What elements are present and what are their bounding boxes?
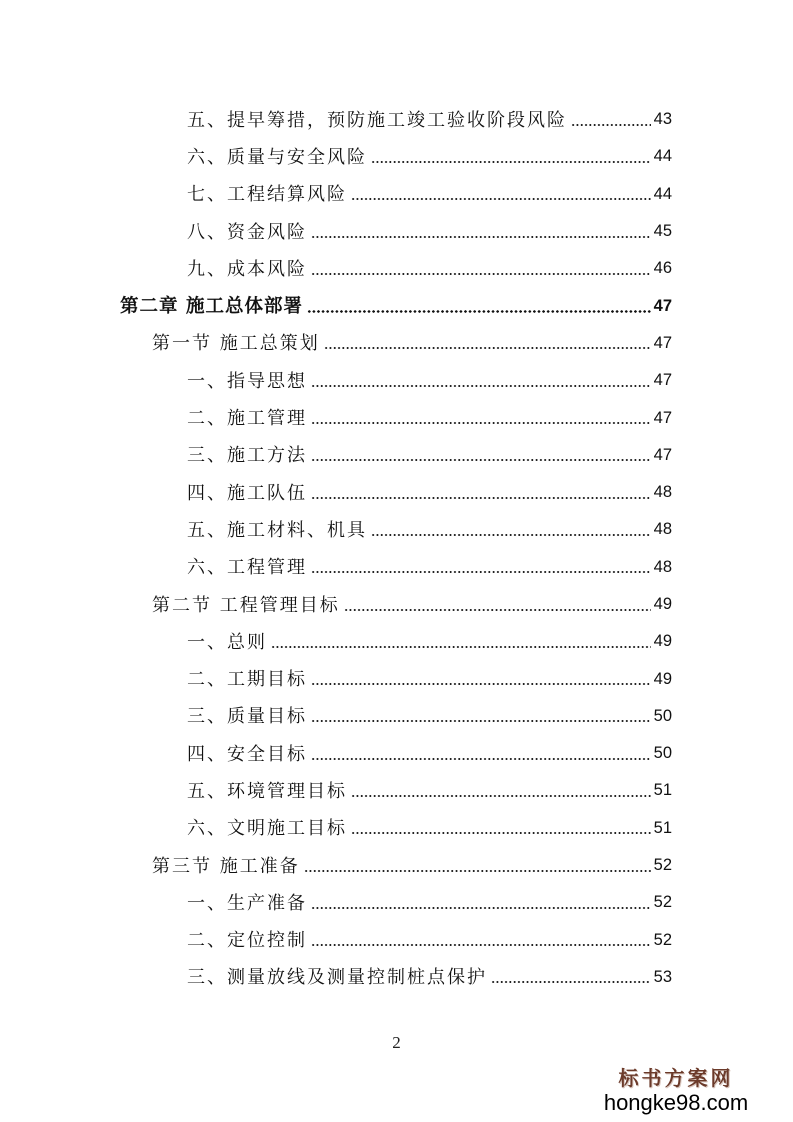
toc-dot-leader — [351, 795, 651, 797]
toc-entry-title: 二、工期目标 — [187, 669, 307, 691]
toc-entry-title: 五、环境管理目标 — [187, 780, 347, 802]
toc-entry-title: 六、文明施工目标 — [187, 818, 347, 840]
toc-dot-leader — [351, 832, 651, 834]
toc-entry-page: 47 — [653, 371, 672, 390]
toc-dot-leader — [311, 758, 651, 760]
toc-chapter-entry[interactable] — [0, 286, 793, 323]
toc-entry-page: 47 — [653, 296, 672, 315]
toc-entry-title: 六、质量与安全风险 — [187, 146, 367, 168]
toc-entry-title: 五、提早筹措，预防施工竣工验收阶段风险 — [187, 109, 567, 131]
toc-entry-page: 50 — [653, 706, 672, 725]
toc-dot-leader — [311, 683, 651, 685]
toc-subsection-entry[interactable] — [0, 100, 793, 137]
toc-entry-page: 52 — [653, 893, 672, 912]
toc-entry-title: 三、测量放线及测量控制桩点保护 — [187, 967, 487, 989]
toc-section-entry[interactable] — [0, 585, 793, 622]
toc-subsection-entry[interactable] — [0, 883, 793, 920]
toc-subsection-entry[interactable] — [0, 473, 793, 510]
toc-entry-title: 四、施工队伍 — [187, 482, 307, 504]
toc-entry-title: 九、成本风险 — [187, 258, 307, 280]
toc-dot-leader — [311, 273, 651, 275]
toc-subsection-entry[interactable] — [0, 548, 793, 585]
toc-entry-page: 47 — [653, 408, 672, 427]
toc-entry-page: 49 — [653, 669, 672, 688]
toc-subsection-entry[interactable] — [0, 212, 793, 249]
toc-dot-leader — [311, 459, 651, 461]
toc-dot-leader — [311, 720, 651, 722]
toc-dot-leader — [491, 981, 651, 983]
watermark-logo — [571, 1068, 781, 1114]
toc-subsection-entry[interactable] — [0, 659, 793, 696]
watermark-site-name: 标书方案网 — [618, 1066, 734, 1090]
toc-entry-title: 六、工程管理 — [187, 557, 307, 579]
toc-dot-leader — [311, 385, 651, 387]
toc-dot-leader — [371, 534, 651, 536]
toc-entry-page: 48 — [653, 557, 672, 576]
toc-subsection-entry[interactable] — [0, 510, 793, 547]
toc-entry-title: 第二节 工程管理目标 — [152, 594, 340, 616]
toc-entry-title: 五、施工材料、机具 — [187, 519, 367, 541]
toc-dot-leader — [571, 124, 651, 126]
table-of-contents — [0, 100, 793, 995]
toc-dot-leader — [311, 571, 651, 573]
toc-entry-page: 45 — [653, 222, 672, 241]
toc-entry-page: 52 — [653, 856, 672, 875]
toc-entry-title: 一、总则 — [187, 631, 267, 653]
toc-entry-page: 49 — [653, 632, 672, 651]
toc-entry-page: 52 — [653, 930, 672, 949]
toc-subsection-entry[interactable] — [0, 175, 793, 212]
toc-entry-page: 44 — [653, 184, 672, 203]
toc-subsection-entry[interactable] — [0, 958, 793, 995]
toc-entry-title: 第一节 施工总策划 — [152, 333, 320, 355]
toc-section-entry[interactable] — [0, 846, 793, 883]
toc-entry-page: 48 — [653, 520, 672, 539]
toc-entry-title: 二、定位控制 — [187, 930, 307, 952]
toc-subsection-entry[interactable] — [0, 809, 793, 846]
toc-dot-leader — [271, 646, 651, 648]
page-number: 2 — [392, 1033, 401, 1052]
toc-dot-leader — [311, 907, 651, 909]
toc-entry-page: 51 — [653, 781, 672, 800]
toc-entry-page: 47 — [653, 333, 672, 352]
toc-subsection-entry[interactable] — [0, 361, 793, 398]
toc-subsection-entry[interactable] — [0, 921, 793, 958]
toc-entry-title: 一、指导思想 — [187, 370, 307, 392]
toc-entry-title: 第三节 施工准备 — [152, 855, 300, 877]
toc-entry-title: 第二章 施工总体部署 — [120, 296, 303, 318]
toc-subsection-entry[interactable] — [0, 622, 793, 659]
toc-entry-title: 七、工程结算风险 — [187, 184, 347, 206]
toc-subsection-entry[interactable] — [0, 771, 793, 808]
toc-dot-leader — [304, 870, 651, 872]
toc-subsection-entry[interactable] — [0, 734, 793, 771]
toc-entry-page: 46 — [653, 259, 672, 278]
toc-entry-title: 一、生产准备 — [187, 892, 307, 914]
toc-entry-page: 49 — [653, 595, 672, 613]
toc-dot-leader — [311, 236, 651, 238]
toc-subsection-entry[interactable] — [0, 697, 793, 734]
toc-dot-leader — [307, 310, 651, 313]
toc-dot-leader — [351, 198, 651, 200]
toc-entry-title: 四、安全目标 — [187, 743, 307, 765]
toc-entry-title: 三、施工方法 — [187, 445, 307, 467]
toc-section-entry[interactable] — [0, 324, 793, 361]
toc-subsection-entry[interactable] — [0, 398, 793, 435]
toc-entry-title: 八、资金风险 — [187, 221, 307, 243]
toc-subsection-entry[interactable] — [0, 137, 793, 174]
toc-entry-page: 51 — [653, 818, 672, 837]
watermark-url: hongke98.com — [603, 1090, 749, 1115]
toc-entry-page: 47 — [653, 445, 672, 464]
toc-dot-leader — [311, 497, 651, 499]
toc-entry-page: 53 — [653, 967, 672, 986]
toc-dot-leader — [311, 944, 651, 946]
toc-entry-title: 三、质量目标 — [187, 706, 307, 728]
toc-entry-page: 50 — [653, 744, 672, 763]
toc-entry-page: 43 — [653, 110, 672, 129]
toc-dot-leader — [371, 161, 651, 163]
toc-entry-page: 44 — [653, 147, 672, 166]
toc-entry-title: 二、施工管理 — [187, 408, 307, 430]
toc-dot-leader — [324, 347, 651, 349]
toc-subsection-entry[interactable] — [0, 436, 793, 473]
toc-entry-page: 48 — [653, 483, 672, 502]
toc-dot-leader — [311, 422, 651, 424]
toc-subsection-entry[interactable] — [0, 249, 793, 286]
toc-dot-leader — [344, 609, 651, 611]
